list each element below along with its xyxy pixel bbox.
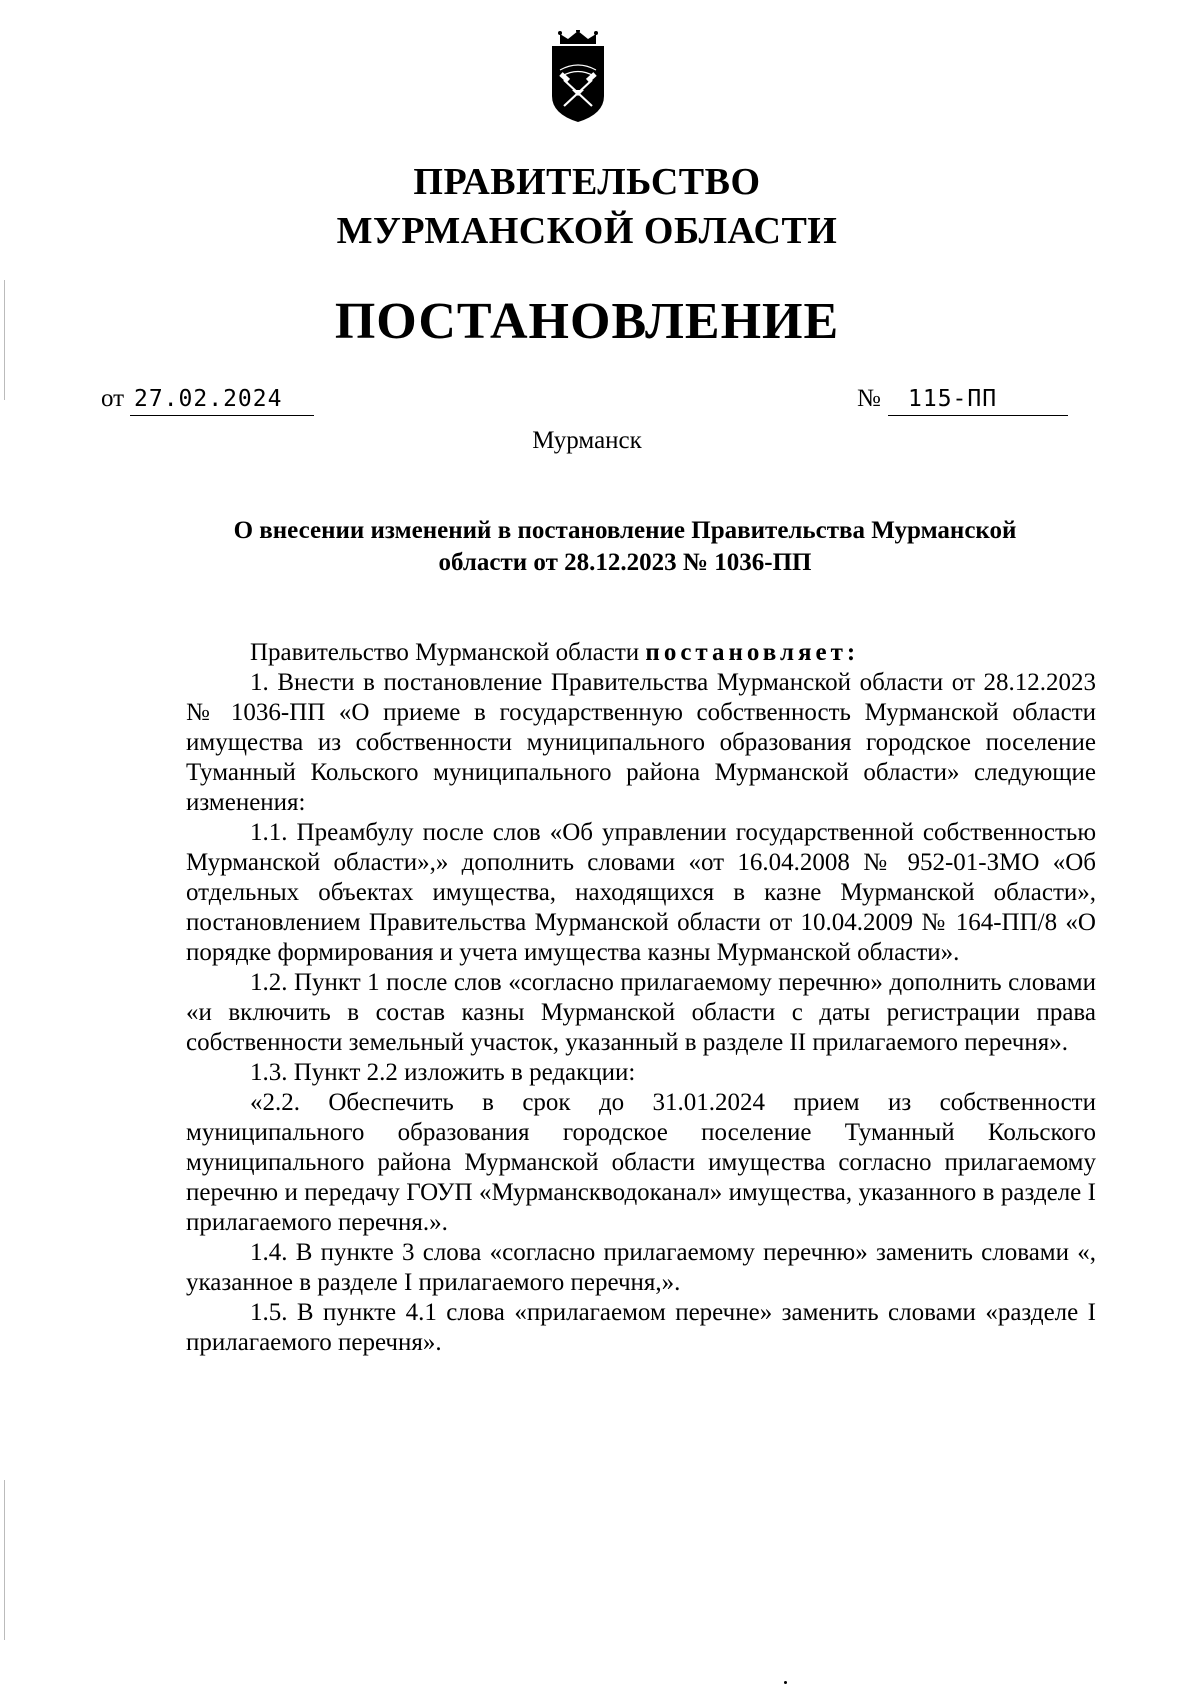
subject-line1: О внесении изменений в постановление Правительства Мурманской: [233, 517, 1017, 544]
paragraph-1-5: 1.5. В пункте 4.1 слова «прилагаемом перечне» заменить словами «разделе I прилагаемого перечня».: [186, 1299, 1096, 1356]
subject-line2: области от 28.12.2023 № 1036-ПП: [438, 549, 812, 576]
coat-of-arms-icon: [546, 30, 610, 124]
scan-dot: [784, 1681, 787, 1684]
document-number: 115-ПП: [888, 383, 1068, 416]
intro-text: Правительство Мурманской области: [250, 639, 646, 666]
paragraph-2-2: «2.2. Обеспечить в срок до 31.01.2024 прием из собственности муниципального образования городское поселение Туманный Кольского муниципального района Мурманской области имущества согласно прилагаемому перечню и передачу ГОУП «Мурманскводоканал» имущества, указанного в разделе I прилагаемого перечня.».: [186, 1089, 1096, 1236]
document-body: [186, 638, 1096, 1358]
paragraph-1: 1. Внести в постановление Правительства Мурманской области от 28.12.2023 № 1036-ПП «О приеме в государственную собственность Мурманской области имущества из собственности муниципального образования городское поселение Туманный Кольского муниципального района Мурманской области» следующие изменения:: [186, 669, 1096, 816]
government-title-line1: ПРАВИТЕЛЬСТВО: [413, 161, 761, 203]
paragraph-1-3: 1.3. Пункт 2.2 изложить в редакции:: [250, 1059, 636, 1086]
scan-margin-mark: [4, 280, 5, 400]
intro-paragraph: [186, 638, 1096, 668]
city-name: Мурманск: [532, 427, 642, 454]
document-date: 27.02.2024: [130, 383, 314, 416]
number-prefix: №: [857, 385, 881, 412]
paragraph-1-1: 1.1. Преамбулу после слов «Об управлении государственной собственностью Мурманской области»,» дополнить словами «от 16.04.2008 № 952-01-ЗМО «Об отдельных объектах имущества, находящихся в казне Мурманской области», постановлением Правительства Мурманской области от 10.04.2009 № 164-ПП/8 «О порядке формирования и учета имущества казны Мурманской области».: [186, 819, 1096, 966]
scan-margin-mark: [4, 1480, 5, 1640]
document-subject: [200, 515, 1050, 579]
government-title-line2: МУРМАНСКОЙ ОБЛАСТИ: [336, 210, 838, 252]
paragraph-1-4: 1.4. В пункте 3 слова «согласно прилагаемому перечню» заменить словами «, указанное в разделе I прилагаемого перечня,».: [186, 1239, 1096, 1296]
date-prefix: от: [101, 385, 125, 412]
document-type-title: ПОСТАНОВЛЕНИЕ: [334, 293, 840, 350]
intro-verb: постановляет:: [645, 639, 860, 666]
paragraph-1-2: 1.2. Пункт 1 после слов «согласно прилагаемому перечню» дополнить словами «и включить в состав казны Мурманской области с даты регистрации права собственности земельный участок, указанный в разделе II прилагаемого перечня».: [186, 969, 1096, 1056]
